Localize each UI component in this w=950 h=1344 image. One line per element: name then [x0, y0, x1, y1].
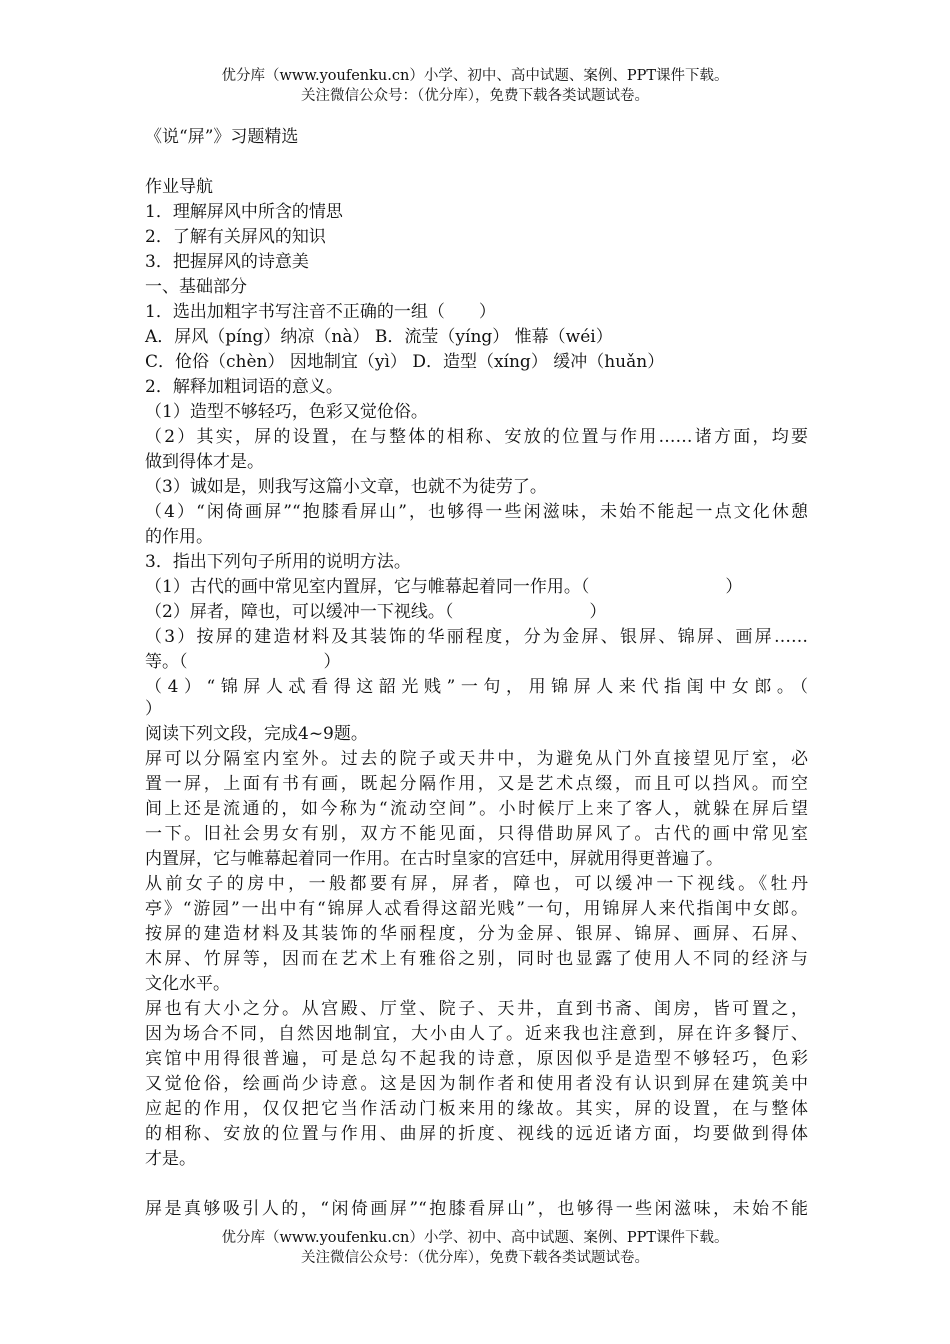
reading-line: 才是。 [145, 1149, 196, 1169]
question-3-item: （1）古代的画中常见室内置屏，它与帷幕起着同一作用。（ ） [145, 577, 743, 597]
reading-line: 亭》“游园”一出中有“锦屏人忒看得这韶光贱”一句，用锦屏人来代指闺中女郎。 [145, 899, 808, 919]
reading-line: 应起的作用，仅仅把它当作活动门板来用的缘故。其实，屏的设置，在与整体 [145, 1099, 808, 1119]
question-2-item: （1）造型不够轻巧，色彩又觉伧俗。 [145, 402, 428, 422]
header-line-2: 关注微信公众号：（优分库），免费下载各类试题试卷。 [301, 88, 649, 104]
question-3-item: （4）“锦屏人忒看得这韶光贱”一句，用锦屏人来代指闺中女郎。（ [145, 677, 808, 697]
guide-item: 3．把握屏风的诗意美 [145, 252, 309, 272]
footer-line-2: 关注微信公众号：（优分库），免费下载各类试题试卷。 [301, 1250, 649, 1266]
reading-line: 因为场合不同，自然因地制宜，大小由人了。近来我也注意到，屏在许多餐厅、 [145, 1024, 808, 1044]
question-2-item: （4）“闲倚画屏”“抱膝看屏山”，也够得一些闲滋味，未始不能起一点文化休憩 [145, 502, 808, 522]
reading-line: 从前女子的房中，一般都要有屏，屏者，障也，可以缓冲一下视线。《牡丹 [145, 874, 808, 894]
question-3-stem: 3．指出下列句子所用的说明方法。 [145, 552, 411, 572]
guide-heading: 作业导航 [145, 177, 213, 197]
reading-line: 文化水平。 [145, 974, 230, 994]
question-3-item: 等。（ ） [145, 652, 341, 672]
reading-line: 屏可以分隔室内室外。过去的院子或天井中，为避免从门外直接望见厅室，必 [145, 749, 808, 769]
question-2-item: 做到得体才是。 [145, 452, 264, 472]
section-heading: 一、基础部分 [145, 277, 247, 297]
question-3-item: （3）按屏的建造材料及其装饰的华丽程度，分为金屏、银屏、锦屏、画屏…… [145, 627, 808, 647]
reading-line: 宾馆中用得很普遍，可是总勾不起我的诗意，原因似乎是造型不够轻巧，色彩 [145, 1049, 808, 1069]
question-2-item: （3）诚如是，则我写这篇小文章，也就不为徒劳了。 [145, 477, 547, 497]
footer-line-1: 优分库（www.youfenku.cn）小学、初中、高中试题、案例、PPT课件下载。 [221, 1230, 729, 1246]
reading-line: 置一屏，上面有书有画，既起分隔作用，又是艺术点缀，而且可以挡风。而空 [145, 774, 808, 794]
guide-item: 2．了解有关屏风的知识 [145, 227, 326, 247]
question-1-stem: 1．选出加粗字书写注音不正确的一组（ ） [145, 302, 496, 322]
reading-line: 内置屏，它与帷幕起着同一作用。在古时皇家的宫廷中，屏就用得更普遍了。 [145, 849, 723, 869]
reading-line: 的相称、安放的位置与作用、曲屏的折度、视线的远近诸方面，均要做到得体 [145, 1124, 808, 1144]
question-2-item: （2）其实，屏的设置，在与整体的相称、安放的位置与作用……诸方面，均要 [145, 427, 808, 447]
reading-line: 屏是真够吸引人的，“闲倚画屏”“抱膝看屏山”，也够得一些闲滋味，未始不能 [145, 1199, 808, 1219]
question-3-item: ） [145, 699, 162, 719]
reading-line: 按屏的建造材料及其装饰的华丽程度，分为金屏、银屏、锦屏、画屏、石屏、 [145, 924, 808, 944]
question-1-options-ab: A．屏风（píng）纳凉（nà） B．流莹（yíng） 惟幕（wéi） [145, 327, 613, 347]
reading-line: 屏也有大小之分。从宫殿、厅堂、院子、天井，直到书斋、闺房，皆可置之， [145, 999, 808, 1019]
reading-line: 木屏、竹屏等，因而在艺术上有雅俗之别，同时也显露了使用人不同的经济与 [145, 949, 808, 969]
question-2-stem: 2．解释加粗词语的意义。 [145, 377, 343, 397]
reading-intro: 阅读下列文段，完成4~9题。 [145, 724, 368, 744]
reading-line: 一下。旧社会男女有别，双方不能见面，只得借助屏风了。古代的画中常见室 [145, 824, 808, 844]
guide-item: 1．理解屏风中所含的情思 [145, 202, 343, 222]
page-footer [0, 1228, 950, 1268]
reading-line: 又觉伧俗，绘画尚少诗意。这是因为制作者和使用者没有认识到屏在建筑美中 [145, 1074, 808, 1094]
document-title: 《说“屏”》习题精选 [145, 127, 299, 147]
question-3-item: （2）屏者，障也，可以缓冲一下视线。（ ） [145, 602, 607, 622]
header-line-1: 优分库（www.youfenku.cn）小学、初中、高中试题、案例、PPT课件下载。 [221, 68, 729, 84]
question-1-options-cd: C．伧俗（chèn） 因地制宜（yì） D．造型（xíng） 缓冲（huǎn） [145, 352, 665, 372]
reading-line: 间上还是流通的，如今称为“流动空间”。小时候厅上来了客人，就躲在屏后望 [145, 799, 808, 819]
page-header [0, 66, 950, 106]
question-2-item: 的作用。 [145, 527, 213, 547]
